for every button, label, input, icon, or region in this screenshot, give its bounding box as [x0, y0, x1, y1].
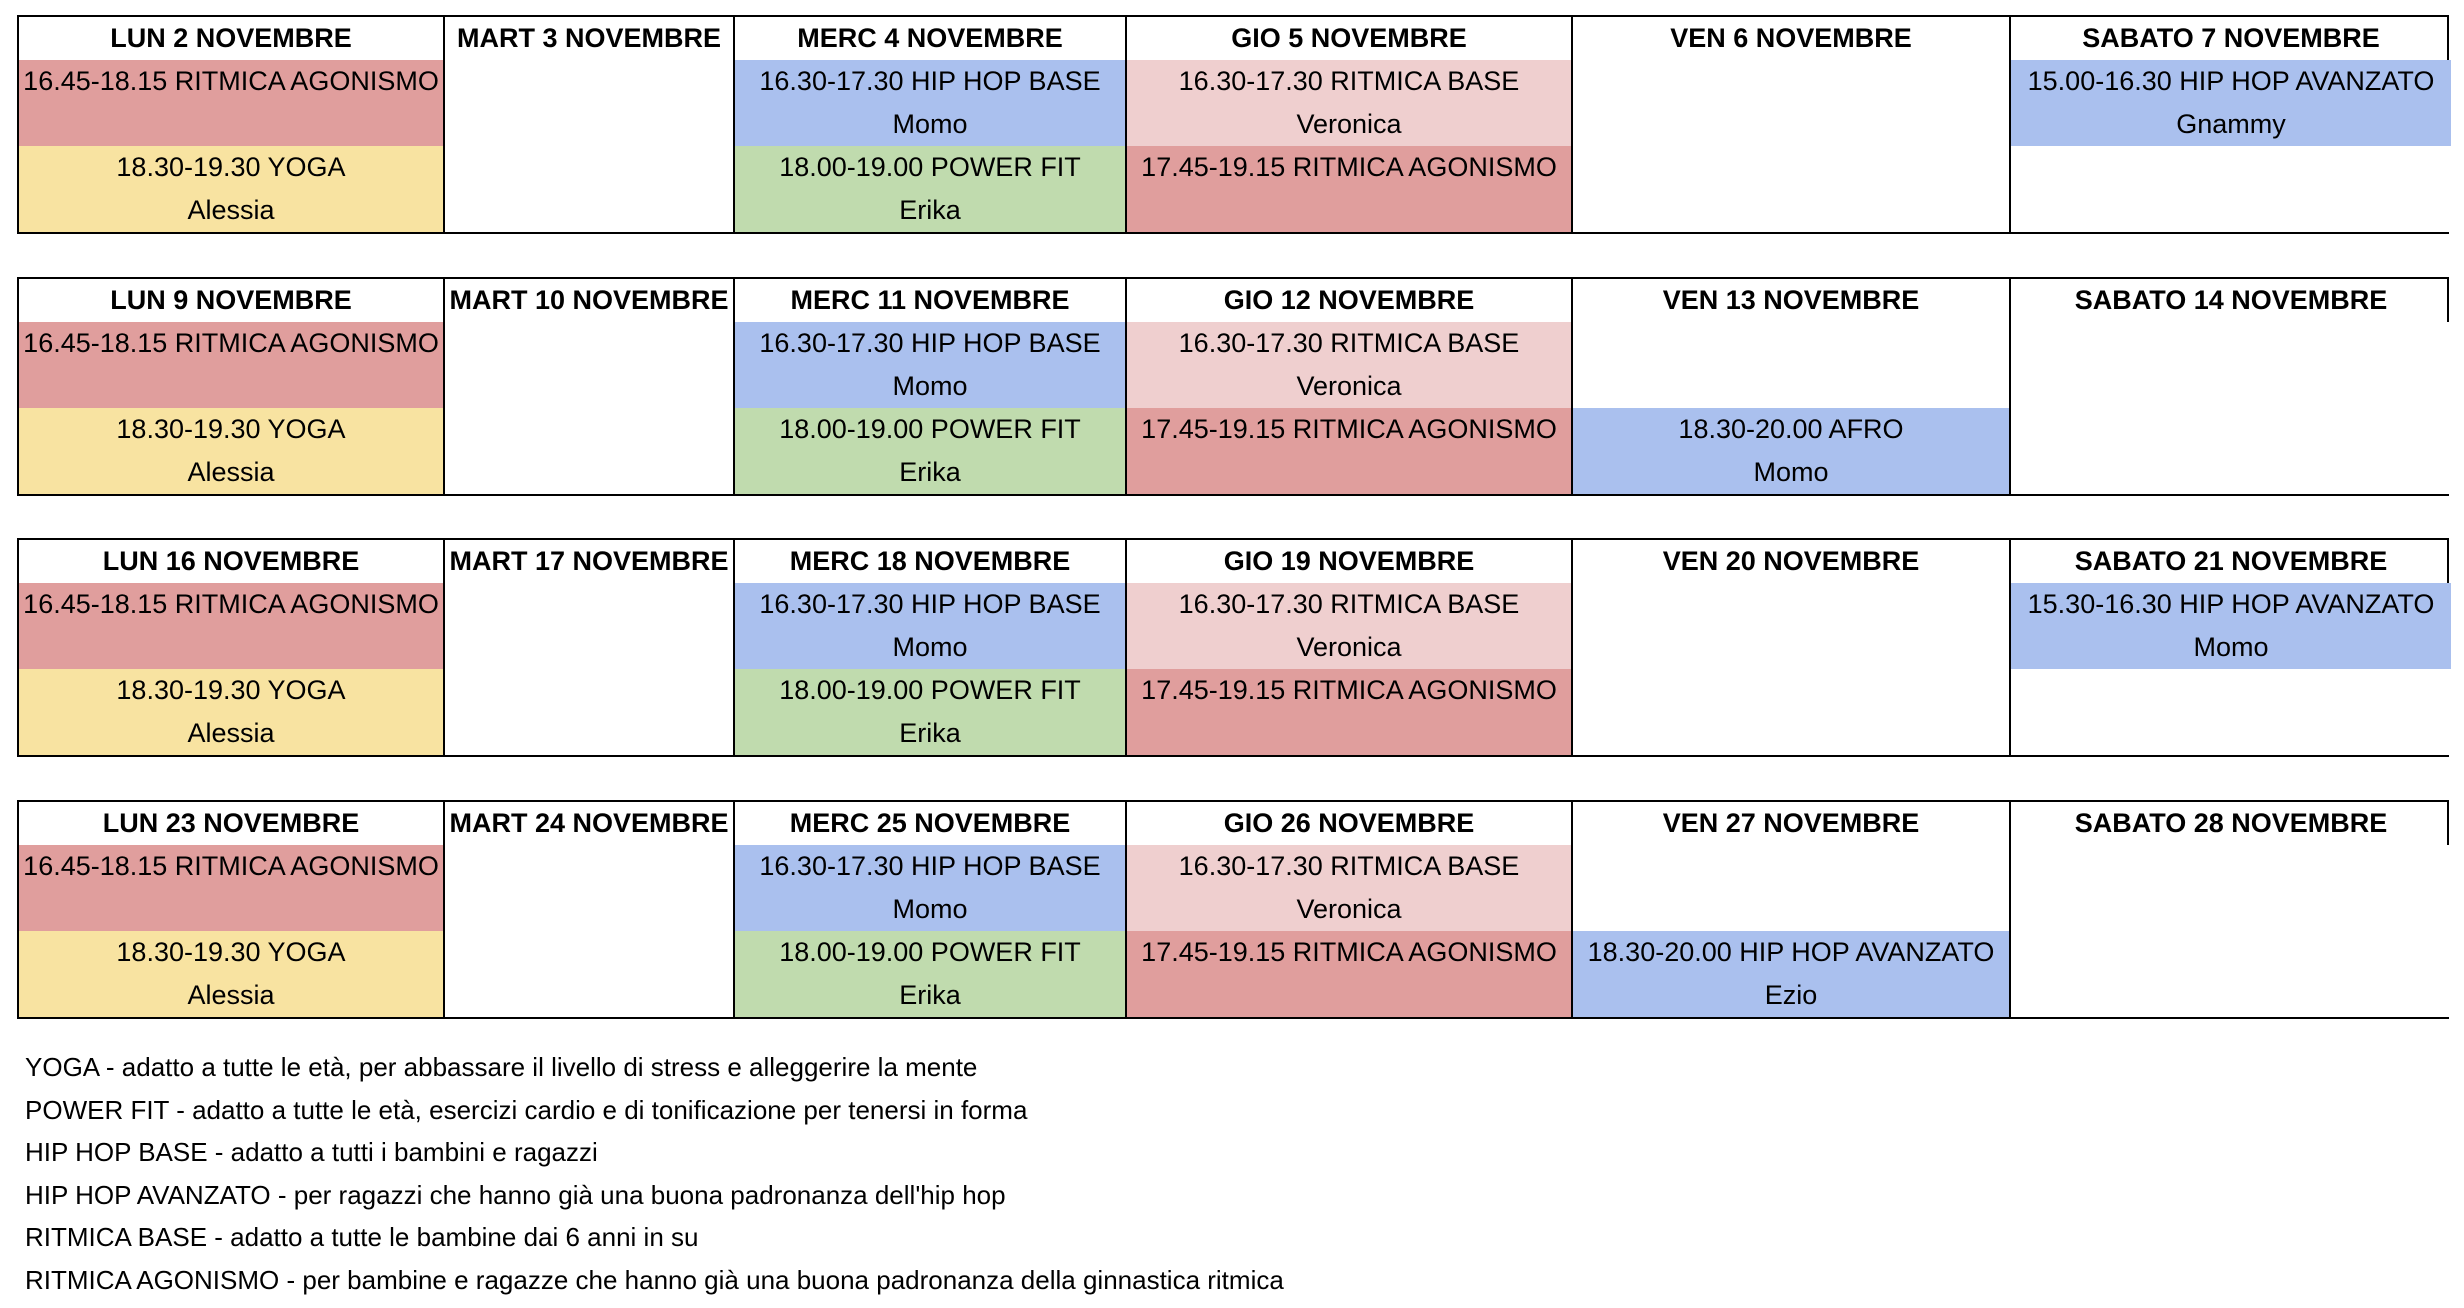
class-slot	[735, 322, 1127, 408]
day-header: MART 10 NOVEMBRE	[445, 279, 735, 322]
class-slot	[1573, 931, 2011, 1017]
instructor-name: Alessia	[187, 718, 275, 748]
day-header: SABATO 28 NOVEMBRE	[2074, 808, 2388, 838]
empty-slot	[445, 408, 735, 494]
week-table	[17, 538, 2449, 757]
day-header: LUN 23 NOVEMBRE	[19, 802, 445, 845]
class-time: 16.30-17.30 RITMICA BASE	[1178, 589, 1520, 619]
class-slot	[19, 845, 445, 931]
day-header: VEN 6 NOVEMBRE	[1573, 17, 2011, 60]
class-time: 16.30-17.30 HIP HOP BASE	[759, 589, 1101, 619]
class-time: 15.30-16.30 HIP HOP AVANZATO	[2027, 589, 2435, 619]
class-slot	[2011, 60, 2451, 146]
class-time: 17.45-19.15 RITMICA AGONISMO	[1141, 414, 1557, 444]
day-header: GIO 19 NOVEMBRE	[1127, 540, 1573, 583]
instructor-name: Alessia	[187, 980, 275, 1010]
empty-slot	[2011, 408, 2451, 494]
empty-slot	[445, 931, 735, 1017]
day-header: LUN 16 NOVEMBRE	[19, 540, 445, 583]
empty-slot	[1573, 583, 2011, 669]
class-time: 18.00-19.00 POWER FIT	[779, 937, 1081, 967]
day-header: GIO 26 NOVEMBRE	[1127, 802, 1573, 845]
class-slot	[1127, 931, 1573, 1017]
empty-slot	[2011, 931, 2451, 1017]
instructor-name: Momo	[892, 632, 968, 662]
empty-slot	[2011, 669, 2451, 755]
instructor-name: Erika	[899, 980, 961, 1010]
empty-slot	[445, 845, 735, 931]
legend-item: YOGA - adatto a tutte le età, per abbassare il livello di stress e alleggerire la mente	[25, 1052, 978, 1082]
class-slot	[735, 408, 1127, 494]
empty-slot	[445, 322, 735, 408]
class-slot	[2011, 583, 2451, 669]
week-table	[17, 277, 2449, 496]
instructor-name: Ezio	[1764, 980, 1818, 1010]
class-time: 16.30-17.30 RITMICA BASE	[1178, 851, 1520, 881]
class-slot	[19, 146, 445, 232]
class-slot	[1127, 60, 1573, 146]
day-header: MERC 11 NOVEMBRE	[735, 279, 1127, 322]
class-slot	[1127, 583, 1573, 669]
instructor-name: Erika	[899, 718, 961, 748]
instructor-name: Momo	[892, 894, 968, 924]
class-slot	[735, 845, 1127, 931]
instructor-name: Veronica	[1296, 371, 1402, 401]
class-time: 18.30-19.30 YOGA	[116, 152, 346, 182]
day-header: GIO 5 NOVEMBRE	[1127, 17, 1573, 60]
class-time: 16.30-17.30 HIP HOP BASE	[759, 328, 1101, 358]
class-time: 16.45-18.15 RITMICA AGONISMO	[23, 328, 439, 358]
class-time: 16.30-17.30 RITMICA BASE	[1178, 66, 1520, 96]
class-slot	[1127, 408, 1573, 494]
day-header: SABATO 21 NOVEMBRE	[2074, 546, 2388, 576]
instructor-name: Veronica	[1296, 109, 1402, 139]
empty-slot	[445, 669, 735, 755]
empty-slot	[445, 583, 735, 669]
instructor-name: Momo	[892, 109, 968, 139]
class-time: 16.45-18.15 RITMICA AGONISMO	[23, 66, 439, 96]
class-slot	[1573, 408, 2011, 494]
class-time: 18.30-20.00 AFRO	[1678, 414, 1904, 444]
instructor-name: Veronica	[1296, 894, 1402, 924]
instructor-name: Momo	[892, 371, 968, 401]
legend-item: HIP HOP AVANZATO - per ragazzi che hanno già una buona padronanza dell'hip hop	[25, 1179, 1006, 1210]
class-slot	[735, 931, 1127, 1017]
class-time: 18.30-19.30 YOGA	[116, 937, 346, 967]
legend-item: RITMICA BASE - adatto a tutte le bambine dai 6 anni in su	[25, 1222, 699, 1252]
class-time: 18.30-19.30 YOGA	[116, 675, 346, 705]
class-time: 18.00-19.00 POWER FIT	[779, 414, 1081, 444]
class-time: 18.30-19.30 YOGA	[116, 414, 346, 444]
class-time: 16.30-17.30 RITMICA BASE	[1178, 328, 1520, 358]
day-header: GIO 12 NOVEMBRE	[1127, 279, 1573, 322]
week-table	[17, 15, 2449, 234]
empty-slot	[2011, 146, 2451, 232]
day-header: LUN 2 NOVEMBRE	[19, 17, 445, 60]
class-time: 18.00-19.00 POWER FIT	[779, 152, 1081, 182]
empty-slot	[2011, 845, 2451, 931]
class-slot	[1127, 322, 1573, 408]
empty-slot	[445, 60, 735, 146]
day-header: VEN 27 NOVEMBRE	[1573, 802, 2011, 845]
day-header: MERC 25 NOVEMBRE	[735, 802, 1127, 845]
class-time: 17.45-19.15 RITMICA AGONISMO	[1141, 152, 1557, 182]
day-header: MART 17 NOVEMBRE	[445, 540, 735, 583]
legend-item: HIP HOP BASE - adatto a tutti i bambini e ragazzi	[25, 1137, 598, 1167]
legend-item: RITMICA AGONISMO - per bambine e ragazze che hanno già una buona padronanza della ginnastica ritmica	[25, 1264, 1284, 1295]
empty-slot	[1573, 60, 2011, 146]
instructor-name: Alessia	[187, 457, 275, 487]
class-slot	[735, 146, 1127, 232]
class-slot	[1127, 845, 1573, 931]
class-slot	[19, 931, 445, 1017]
empty-slot	[1573, 845, 2011, 931]
class-time: 16.30-17.30 HIP HOP BASE	[759, 851, 1101, 881]
week-table	[17, 800, 2449, 1019]
day-header: LUN 9 NOVEMBRE	[19, 279, 445, 322]
instructor-name: Gnammy	[2176, 109, 2286, 139]
instructor-name: Momo	[1753, 457, 1829, 487]
day-header: SABATO 14 NOVEMBRE	[2074, 285, 2388, 315]
empty-slot	[1573, 669, 2011, 755]
class-time: 16.45-18.15 RITMICA AGONISMO	[23, 851, 439, 881]
legend	[25, 1046, 1284, 1301]
class-slot	[1127, 669, 1573, 755]
class-time: 15.00-16.30 HIP HOP AVANZATO	[2027, 66, 2435, 96]
class-slot	[19, 408, 445, 494]
day-header: VEN 20 NOVEMBRE	[1573, 540, 2011, 583]
class-time: 17.45-19.15 RITMICA AGONISMO	[1141, 675, 1557, 705]
instructor-name: Momo	[2193, 632, 2269, 662]
class-time: 18.00-19.00 POWER FIT	[779, 675, 1081, 705]
instructor-name: Erika	[899, 457, 961, 487]
class-slot	[735, 669, 1127, 755]
instructor-name: Veronica	[1296, 632, 1402, 662]
instructor-name: Alessia	[187, 195, 275, 225]
empty-slot	[1573, 146, 2011, 232]
class-slot	[19, 60, 445, 146]
empty-slot	[1573, 322, 2011, 408]
empty-slot	[445, 146, 735, 232]
class-time: 16.45-18.15 RITMICA AGONISMO	[23, 589, 439, 619]
day-header: SABATO 7 NOVEMBRE	[2082, 23, 2380, 53]
day-header: VEN 13 NOVEMBRE	[1573, 279, 2011, 322]
class-slot	[19, 669, 445, 755]
day-header: MART 24 NOVEMBRE	[445, 802, 735, 845]
instructor-name: Erika	[899, 195, 961, 225]
class-slot	[735, 583, 1127, 669]
class-time: 16.30-17.30 HIP HOP BASE	[759, 66, 1101, 96]
class-slot	[1127, 146, 1573, 232]
day-header: MERC 4 NOVEMBRE	[735, 17, 1127, 60]
empty-slot	[2011, 322, 2451, 408]
legend-item: POWER FIT - adatto a tutte le età, esercizi cardio e di tonificazione per tenersi in forma	[25, 1094, 1028, 1125]
day-header: MART 3 NOVEMBRE	[445, 17, 735, 60]
class-slot	[735, 60, 1127, 146]
day-header: MERC 18 NOVEMBRE	[735, 540, 1127, 583]
class-slot	[19, 583, 445, 669]
class-time: 18.30-20.00 HIP HOP AVANZATO	[1587, 937, 1995, 967]
class-slot	[19, 322, 445, 408]
class-time: 17.45-19.15 RITMICA AGONISMO	[1141, 937, 1557, 967]
